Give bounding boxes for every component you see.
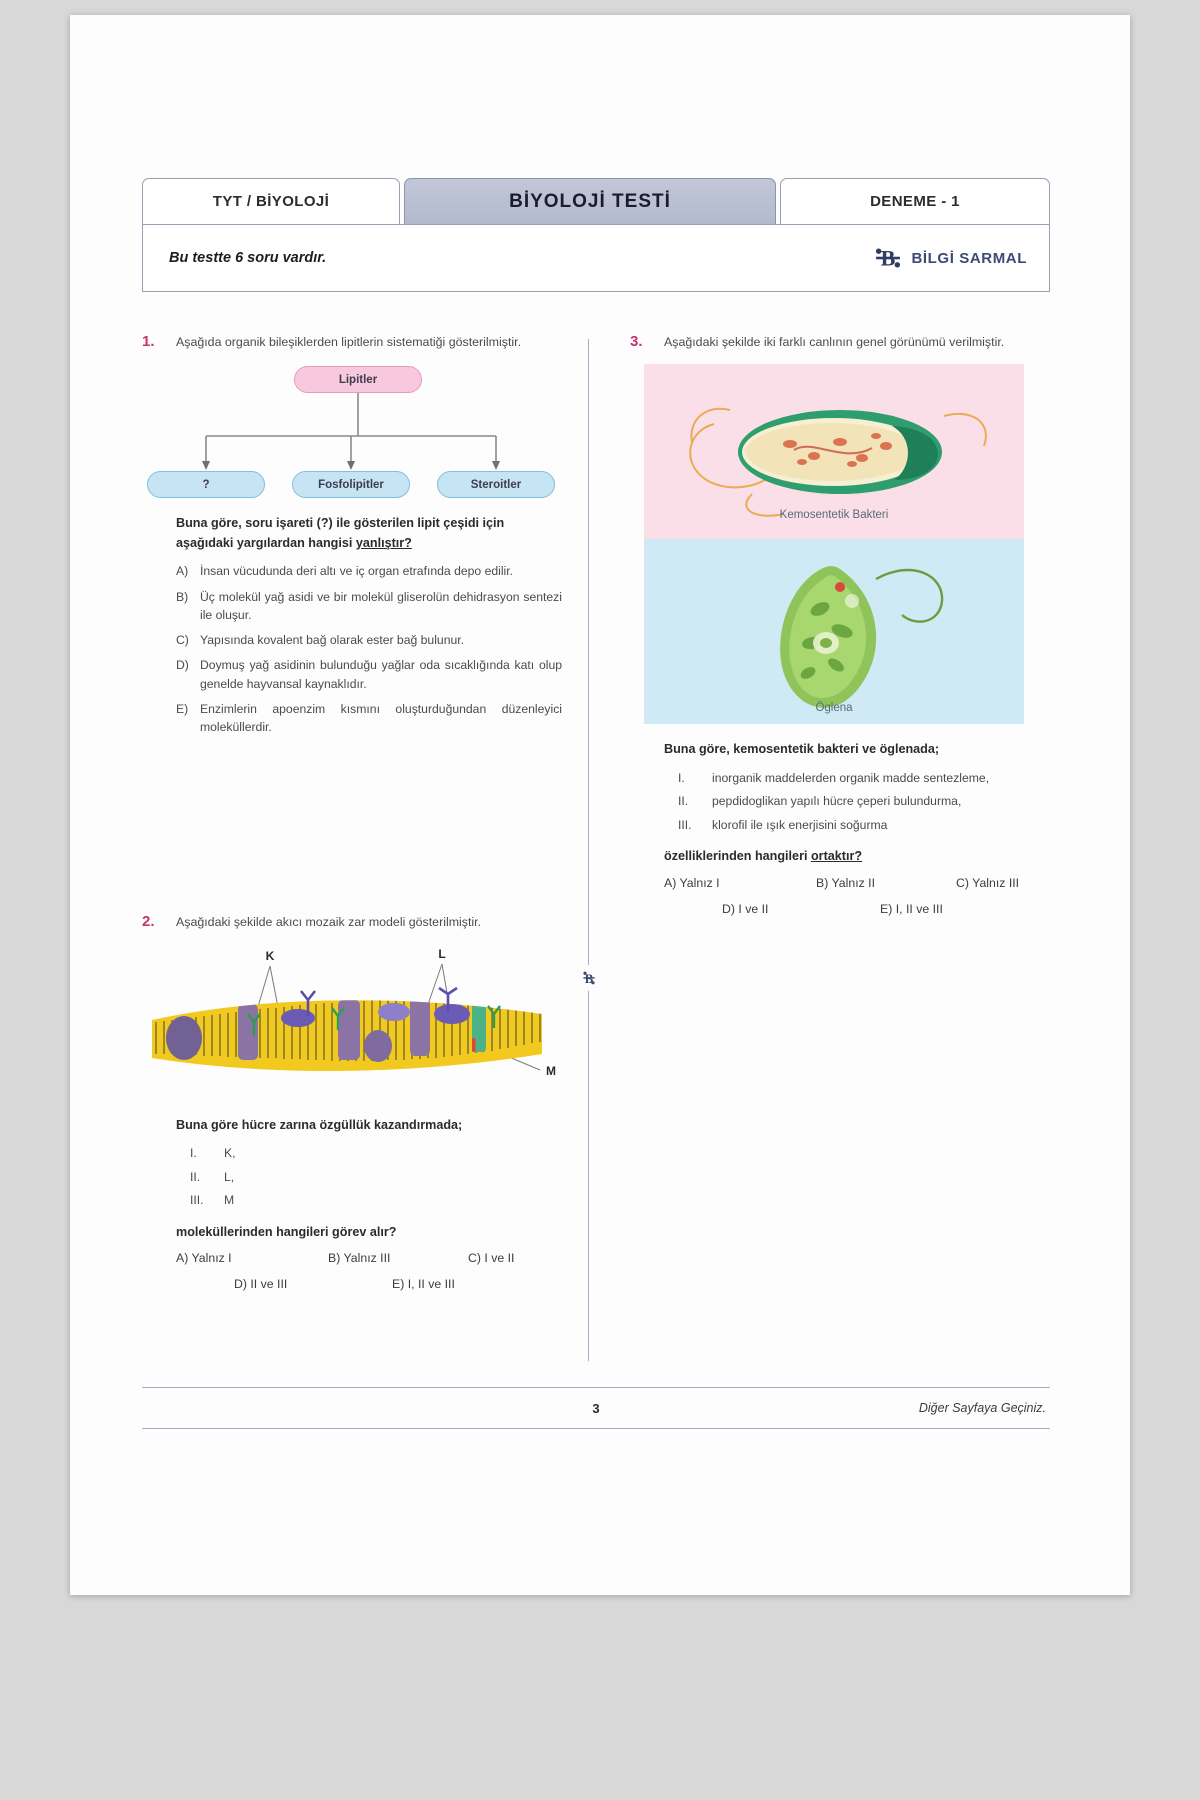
question-3-number: 3. [630,333,643,350]
question-3-stem: Aşağıdaki şekilde iki farklı canlının genel görünümü verilmiştir. [664,335,1005,349]
roman-item-3 [664,816,1050,836]
roman-1-text: K, [224,1146,236,1161]
option-c-text: Yapısında kovalent bağ olarak ester bağ bulunur. [200,633,465,648]
question-3 [630,333,1050,916]
option-a-key: A) [176,564,189,579]
column-divider [588,339,589,1361]
tab-test-title: BİYOLOJİ TESTİ [404,178,776,224]
question-2 [142,913,562,1292]
answer-a[interactable]: A) Yalnız I [664,875,720,890]
answer-b[interactable]: B) Yalnız III [328,1251,391,1266]
organism-1-label: Kemosentetik Bakteri [779,509,889,522]
option-b[interactable] [176,588,562,625]
organism-panel-1 [644,364,1024,539]
option-a[interactable] [176,562,562,580]
header-tabs [142,178,1050,224]
answer-c[interactable]: C) I ve II [468,1251,515,1266]
question-3-prompt: Buna göre, kemosentetik bakteri ve öglenada; [664,742,940,757]
question-2-prompt-2: moleküllerinden hangileri görev alır? [176,1224,397,1239]
brand-name: BİLGİ SARMAL [911,249,1027,267]
svg-text:B: B [584,971,594,986]
question-1-prompt [176,514,562,553]
question-2-stem: Aşağıdaki şekilde akıcı mozaik zar modeli gösterilmiştir. [176,914,482,929]
question-1-prompt-underline: yanlıştır? [355,535,412,550]
roman-2-key: II. [678,794,689,809]
question-1-stem: Aşağıda organik bileşiklerden lipitlerin sistematiği gösterilmiştir. [176,335,522,349]
answer-d[interactable]: D) II ve III [234,1277,288,1292]
left-column [142,333,562,1303]
organism-panel-2 [644,539,1024,724]
roman-1-key: I. [678,770,685,785]
option-e-key: E) [176,702,189,717]
answer-a[interactable]: A) Yalnız I [176,1251,232,1266]
question-3-romans [664,769,1050,836]
question-2-number: 2. [142,912,155,930]
roman-item-2 [176,1168,562,1188]
header-band [142,224,1050,292]
question-3-prompt-2-underline: ortaktır? [810,849,863,864]
right-column [630,333,1050,928]
question-2-prompt: Buna göre hücre zarına özgüllük kazandırmada; [176,1117,463,1132]
roman-item-1 [664,769,1050,789]
option-c[interactable] [176,631,562,649]
option-d-key: D) [176,658,189,673]
flow-node-root: Lipitler [294,366,422,393]
option-c-key: C) [176,633,189,648]
bilgi-sarmal-b-logo-icon [871,241,905,275]
svg-text:B: B [881,245,896,271]
page-number: 3 [592,1400,600,1416]
option-a-text: İnsan vücudunda deri altı ve iç organ etrafında depo edilir. [200,564,514,579]
roman-item-1 [176,1144,562,1164]
footer-row [142,1388,1050,1428]
roman-2-text: L, [224,1169,235,1184]
roman-3-key: III. [678,817,692,832]
next-page-note: Diğer Sayfaya Geçiniz. [918,1401,1046,1415]
question-2-answers [176,1251,562,1291]
question-2-romans [176,1144,562,1211]
divider-logo-icon [579,965,599,991]
lipit-siniflandirma-semasi [142,366,562,498]
option-b-text: Üç molekül yağ asidi ve bir molekül gliserolün dehidrasyon sentezi ile oluşur. [200,589,562,622]
answer-row-2 [176,1277,562,1291]
flow-node-child-1: ? [147,471,265,498]
roman-1-key: I. [190,1146,197,1161]
roman-item-3 [176,1191,562,1211]
organism-2-label: Öglena [815,702,853,715]
content-columns [142,333,1050,1373]
question-3-prompt-2 [664,847,1050,867]
answer-e[interactable]: E) I, II ve III [392,1277,455,1292]
answer-b[interactable]: B) Yalnız II [816,875,876,890]
question-1-options [176,562,562,736]
option-e[interactable] [176,700,562,737]
question-3-prompt-2-text: özelliklerinden hangileri [664,849,811,864]
akici-mozaik-zar-modeli [142,942,562,1102]
question-1-prompt-text: Buna göre, soru işareti (?) ile gösterilen lipit çeşidi için aşağıdaki yargılardan hangisi [176,516,505,550]
answer-row-2 [664,902,1050,916]
option-b-key: B) [176,589,189,604]
svg-text:K: K [265,948,275,963]
roman-2-key: II. [190,1169,201,1184]
option-d[interactable] [176,656,562,693]
answer-row-1 [664,876,1050,890]
flow-node-child-2: Fosfolipitler [292,471,410,498]
iki-canli-gorseli [644,364,1024,724]
question-1 [142,333,562,737]
roman-2-text: pepdidoglikan yapılı hücre çeperi bulundurma, [712,794,962,809]
roman-3-key: III. [190,1193,204,1208]
exam-page [70,15,1130,1595]
footer-divider-bottom [142,1428,1050,1429]
svg-text:M: M [546,1063,556,1078]
tab-exam-number: DENEME - 1 [780,178,1050,224]
answer-e[interactable]: E) I, II ve III [880,901,943,916]
svg-text:L: L [438,946,446,961]
flow-node-child-3: Steroitler [437,471,555,498]
page-header [142,178,1050,292]
roman-3-text: M [224,1193,235,1208]
page-footer [142,1387,1050,1429]
answer-c[interactable]: C) Yalnız III [956,875,1020,890]
roman-3-text: klorofil ile ışık enerjisini soğurma [712,817,888,832]
question-3-answers [664,876,1050,916]
answer-row-1 [176,1251,562,1265]
tab-subject: TYT / BİYOLOJİ [142,178,400,224]
roman-item-2 [664,792,1050,812]
option-d-text: Doymuş yağ asidinin bulunduğu yağlar oda sıcaklığında katı olup genelde hayvansal kaynaklıdır. [200,658,562,691]
brand-logo [871,241,1027,275]
option-e-text: Enzimlerin apoenzim kısmını oluşturduğundan düzenleyici moleküllerdir. [200,702,562,735]
answer-d[interactable]: D) I ve II [722,901,769,916]
oglena-panel [644,539,1024,724]
question-1-number: 1. [142,333,155,350]
question-count-note: Bu testte 6 soru vardır. [169,250,327,266]
roman-1-text: inorganik maddelerden organik madde sentezleme, [712,770,990,785]
